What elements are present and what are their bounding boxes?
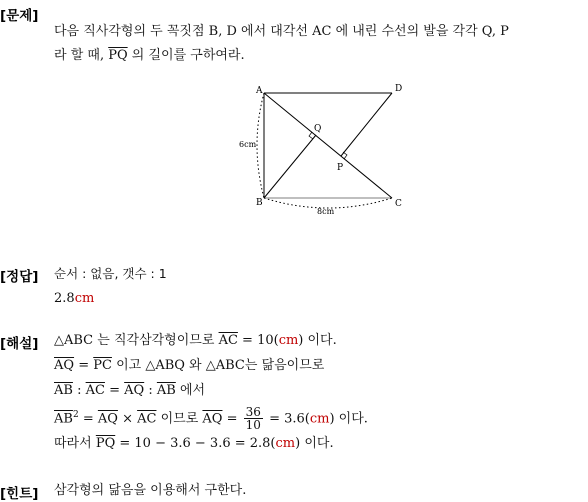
problem-line-1: 다음 직사각형의 두 꼭짓점 B, D 에서 대각선 AC 에 내린 수선의 발을 각각 Q, P xyxy=(54,24,509,39)
solution-line-5: 따라서 $\overline{PQ} = 10 - 3.6 - 3.6 = 2.8(cm)$ 이다. xyxy=(54,436,334,451)
label-b: B xyxy=(256,198,263,208)
problem-line-2-pre: 라 할 때, xyxy=(54,48,105,63)
fraction-36-10: $\frac{36}{10}$ xyxy=(245,405,261,433)
problem-header: [문제] xyxy=(0,8,39,24)
hint-header: [힌트] xyxy=(0,486,39,502)
problem-line-2-post: 의 길이를 구하여라. xyxy=(131,48,245,63)
hint-text: 삼각형의 닮음을 이용해서 구한다. xyxy=(54,483,247,498)
solution-line-1: △ABC 는 직각삼각형이므로 $\overline{AC} = 10(cm)$ 이다. xyxy=(54,333,337,348)
perp-bq xyxy=(264,135,316,198)
label-q: Q xyxy=(314,124,322,134)
solution-header: [해설] xyxy=(0,336,39,352)
solution-line-4: $\overline{AB}^2 = \overline{AQ} \times \overline{AC}$ 이므로 $\overline{AQ}$ = $\frac{36}{10}$ = 3.6(cm) 이다. xyxy=(54,405,368,433)
diagonal-ac xyxy=(264,93,392,198)
solution-line-3: $\overline{AB}$ : $\overline{AC} = \overline{AQ}$ : $\overline{AB}$ 에서 xyxy=(54,383,206,398)
problem-line-2 xyxy=(54,47,245,65)
answer-unit: cm xyxy=(74,291,95,306)
label-left-length: 6cm xyxy=(239,140,257,149)
solution-line-2: $\overline{AQ} = \overline{PC}$ 이고 △ABQ 와 △ABC는 닮음이므로 xyxy=(54,358,325,373)
perp-dp xyxy=(341,93,392,156)
rectangle-figure xyxy=(230,78,420,218)
answer-line-1: 순서 : 없음, 갯수 : 1 xyxy=(54,266,167,281)
label-d: D xyxy=(395,84,403,94)
left-dim-arc xyxy=(257,93,264,198)
answer-header: [정답] xyxy=(0,269,39,285)
label-p: P xyxy=(337,163,344,173)
answer-value-line xyxy=(54,290,94,308)
label-c: C xyxy=(395,199,402,209)
label-bottom-length: 8cm xyxy=(317,207,335,216)
answer-value: 2.8 xyxy=(54,291,75,306)
label-a: A xyxy=(256,86,263,96)
segment-pq: $\overline{PQ}$ xyxy=(108,48,128,63)
